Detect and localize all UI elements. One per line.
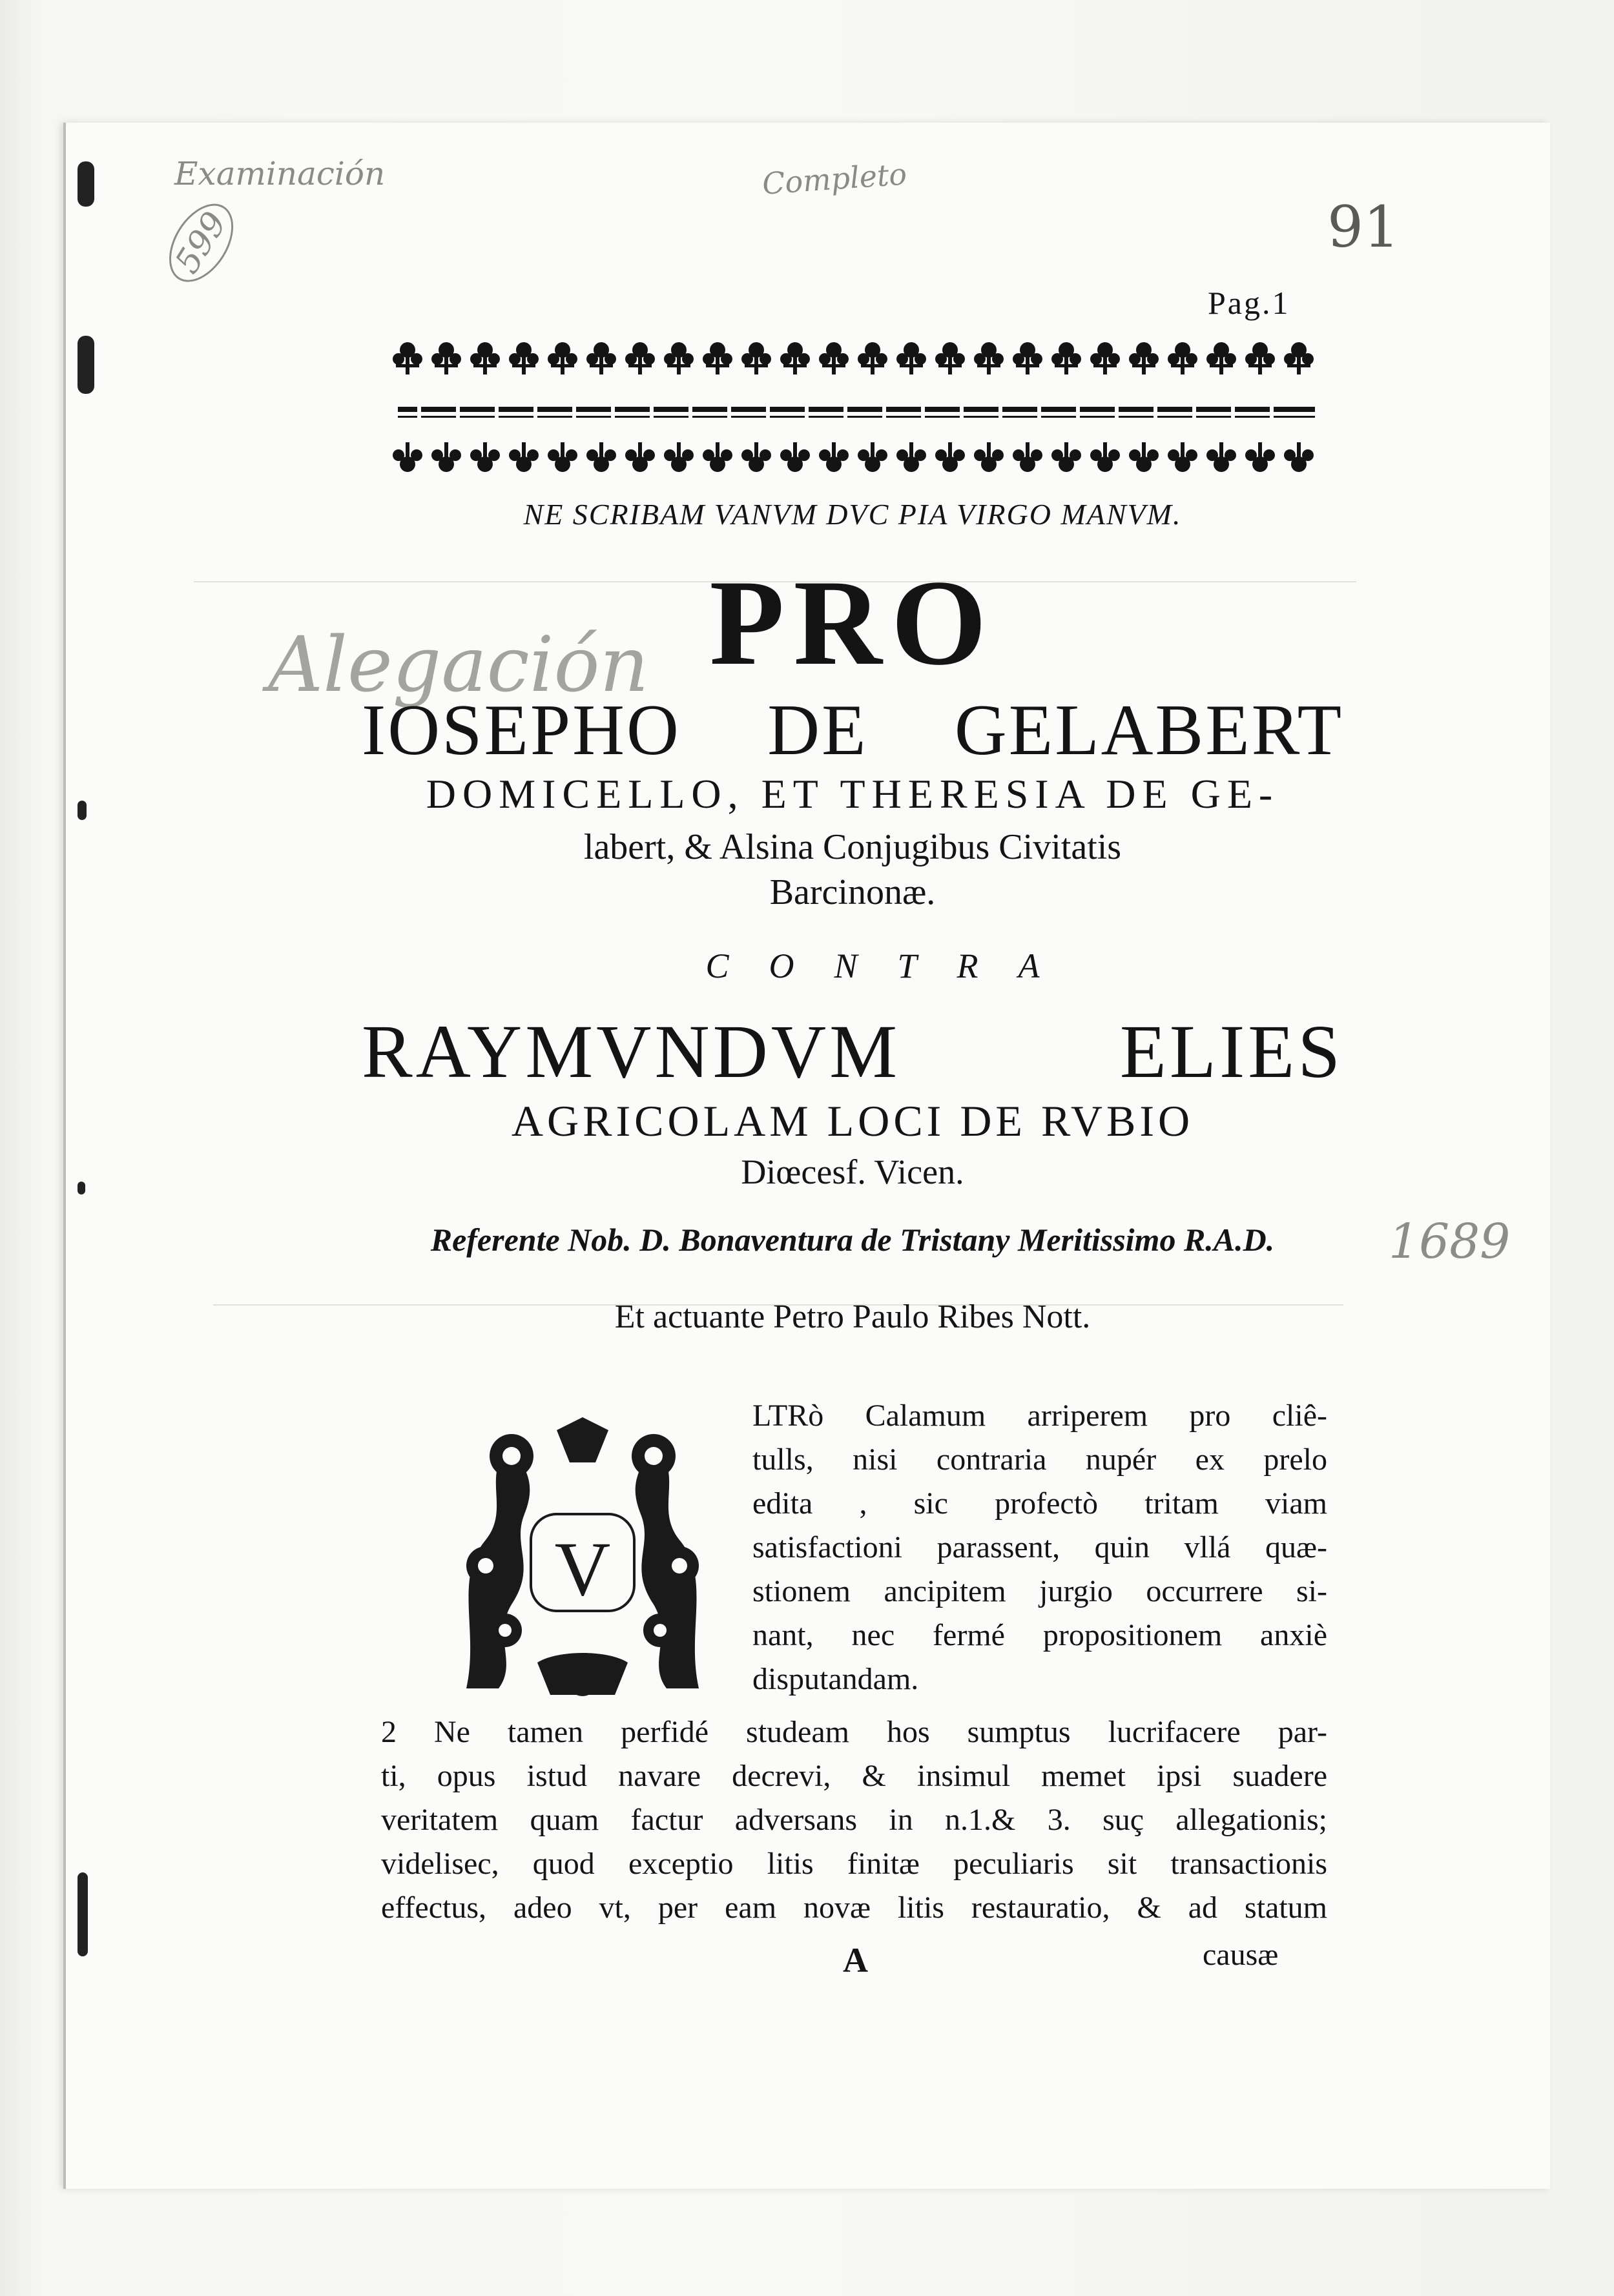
- paragraph-1-line: LTRò Calamum arriperem pro cliê-: [752, 1399, 1327, 1433]
- title-pro: PRO: [709, 555, 996, 691]
- pencil-annotation-side: Alegación: [268, 620, 649, 709]
- paragraph-1-line: edita , sic profectò tritam viam: [752, 1486, 1327, 1521]
- title-name-line2: DOMICELLO, ET THERESIA DE GE-: [426, 771, 1279, 817]
- referente-line: Referente Nob. D. Bonaventura de Tristany Meritissimo R.A.D.: [430, 1222, 1275, 1258]
- pencil-annotation-top-left: Examinación: [174, 155, 386, 192]
- decorated-initial-woodcut: [440, 1417, 725, 1701]
- paragraph-1-line: nant, nec fermé propositionem anxiè: [752, 1618, 1327, 1652]
- binding-stitch: [78, 801, 87, 820]
- paragraph-2-line: videlisec, quod exceptio litis finitæ peculiaris sit transactionis: [381, 1847, 1327, 1881]
- contra-heading: CONTRA: [705, 947, 1080, 985]
- paragraph-1: [752, 1395, 1327, 1702]
- party-name-line1: RAYMVNDVM ELIES: [362, 1009, 1343, 1094]
- paragraph-2-line: ti, opus istud navare decrevi, & insimul memet ipsi suadere: [381, 1759, 1327, 1793]
- stamp-number: 599: [156, 192, 247, 293]
- title-name-line3: labert, & Alsina Conjugibus Civitatis: [583, 827, 1122, 867]
- binding-stitch: [78, 1182, 85, 1194]
- paragraph-2-line: veritatem quam factur adversans in n.1.& 3. suç allegationis;: [381, 1803, 1327, 1837]
- paragraph-2-line: 2 Ne tamen perfidé studeam hos sumptus lucrifacere par-: [381, 1715, 1327, 1749]
- motto-line: NE SCRIBAM VANVM DVC PIA VIRGO MANVM.: [523, 498, 1182, 531]
- binding-stitch: [78, 336, 94, 394]
- signature-mark: A: [843, 1941, 868, 1980]
- binding-stitch: [78, 161, 94, 207]
- initial-letter: V: [554, 1526, 611, 1612]
- paragraph-1-line: satisfactioni parassent, quin vllá quæ-: [752, 1530, 1327, 1564]
- party-name-line2: AGRICOLAM LOCI DE RVBIO: [511, 1096, 1194, 1145]
- actuante-line: Et actuante Petro Paulo Ribes Nott.: [614, 1298, 1091, 1335]
- fleuron-border-ornament: [391, 336, 1321, 484]
- page-number: Pag.1: [1208, 285, 1290, 321]
- binding-edge: [63, 123, 92, 2189]
- folio-number: 91: [1327, 194, 1400, 260]
- party-name-line3: Diœcesf. Vicen.: [741, 1153, 964, 1191]
- pencil-year: 1689: [1389, 1214, 1511, 1269]
- paragraph-1-line: stionem ancipitem jurgio occurrere si-: [752, 1574, 1327, 1608]
- paragraph-1-line: disputandam.: [752, 1662, 919, 1696]
- paragraph-1-line: tulls, nisi contraria nupér ex prelo: [752, 1442, 1327, 1477]
- pencil-annotation-top-center: Completo: [761, 156, 908, 201]
- catchword: causæ: [1203, 1938, 1279, 1972]
- binding-stitch: [78, 1872, 88, 1956]
- paragraph-2: [381, 1711, 1327, 1931]
- title-name-line4: Barcinonæ.: [769, 872, 936, 912]
- title-name-line1: IOSEPHO DE GELABERT: [362, 690, 1343, 770]
- paragraph-2-line: effectus, adeo vt, per eam novæ litis restauratio, & ad statum: [381, 1891, 1327, 1925]
